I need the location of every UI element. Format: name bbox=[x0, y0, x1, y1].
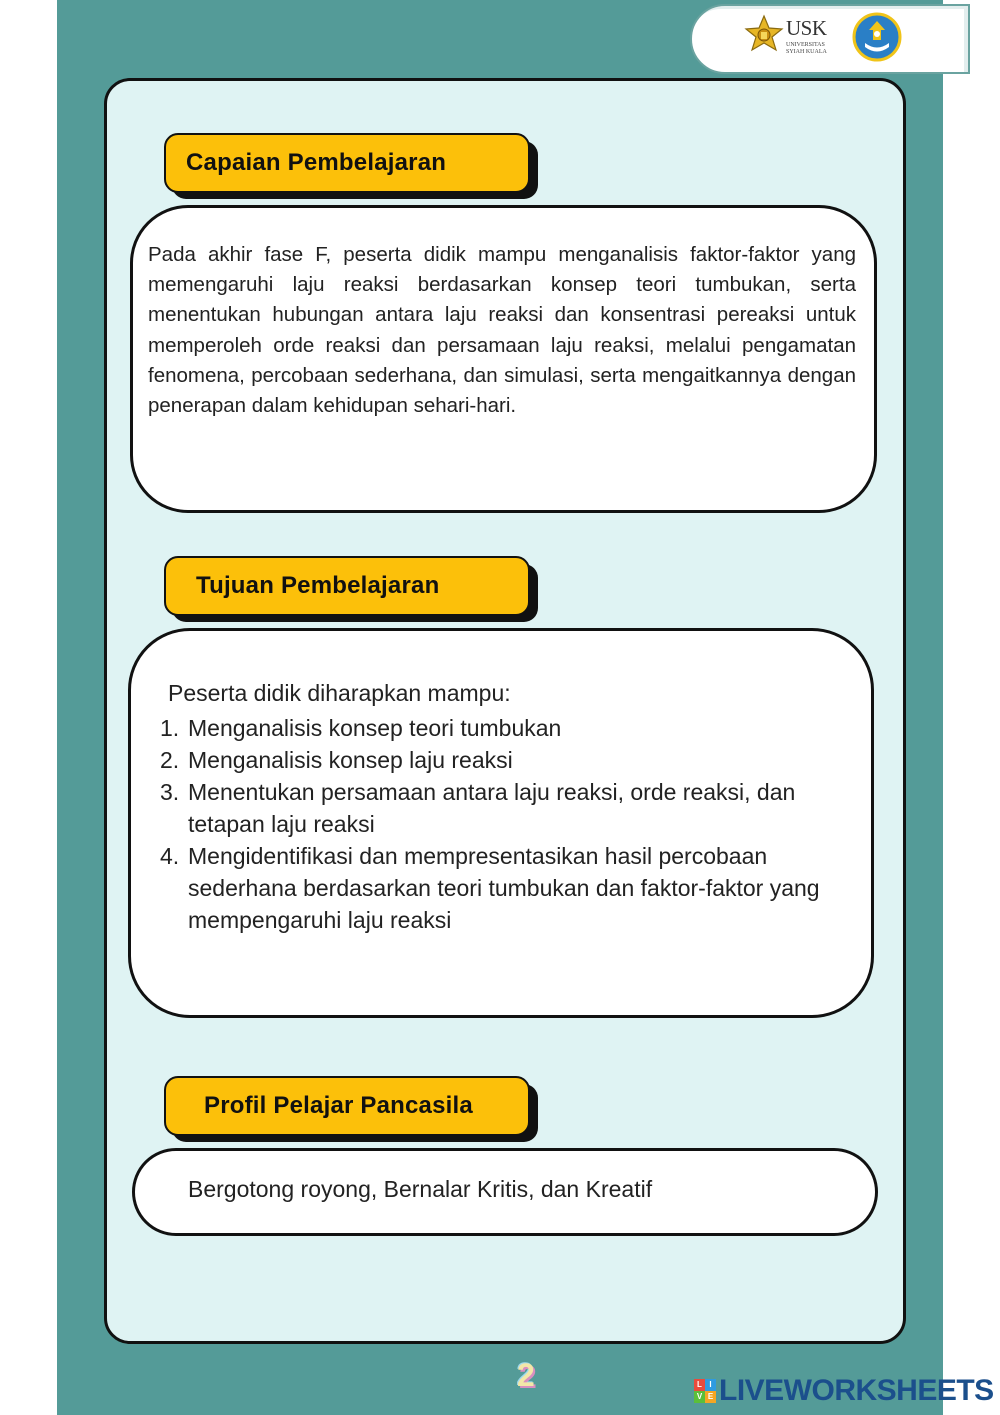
usk-emblem-icon bbox=[744, 14, 784, 56]
list-item bbox=[160, 840, 856, 936]
tujuan-title: Tujuan Pembelajaran bbox=[164, 556, 530, 616]
logo-letter: E bbox=[705, 1391, 716, 1403]
list-item bbox=[160, 776, 828, 840]
logo-letter: L bbox=[694, 1379, 705, 1391]
list-number: 3. bbox=[160, 779, 180, 805]
usk-subtitle: UNIVERSITAS SYIAH KUALA bbox=[786, 42, 827, 55]
logo-letter: V bbox=[694, 1391, 705, 1403]
logo-tab bbox=[690, 4, 970, 74]
list-text: Menganalisis konsep laju reaksi bbox=[188, 747, 513, 773]
list-text: Menganalisis konsep teori tumbukan bbox=[188, 715, 562, 741]
tujuan-list bbox=[160, 712, 860, 936]
usk-name: USK bbox=[786, 16, 827, 40]
list-number: 4. bbox=[160, 843, 180, 869]
capaian-text: Pada akhir fase F, peserta didik mampu menganalisis faktor-faktor yang memengaruhi laju reaksi berdasarkan konsep teori tumbukan, serta menentukan hubungan antara laju reaksi dan konsentrasi pereaksi untuk memperoleh orde reaksi dan persamaan laju reaksi, melalui pengamatan fenomena, percobaan sederhana, dan simulasi, serta mengaitkannya dengan penerapan dalam kehidupan sehari-hari. bbox=[148, 243, 856, 418]
list-text: Mengidentifikasi dan mempresentasikan hasil percobaan sederhana berdasarkan teori tumbukan dan faktor-faktor yang mempengaruhi laju reaksi bbox=[188, 843, 820, 933]
list-number: 1. bbox=[160, 715, 180, 741]
list-item bbox=[160, 744, 860, 776]
kemendikbud-emblem-icon bbox=[852, 12, 902, 62]
profil-text: Bergotong royong, Bernalar Kritis, dan Kreatif bbox=[188, 1176, 653, 1202]
liveworksheets-brand[interactable] bbox=[694, 1374, 994, 1408]
liveworksheets-text: LIVEWORKSHEETS bbox=[719, 1374, 994, 1407]
logo-letter: I bbox=[705, 1379, 716, 1391]
liveworksheets-logo-icon bbox=[694, 1379, 716, 1403]
profil-title: Profil Pelajar Pancasila bbox=[164, 1076, 530, 1136]
page-number: 2 bbox=[517, 1357, 535, 1393]
list-item bbox=[160, 712, 860, 744]
list-number: 2. bbox=[160, 747, 180, 773]
capaian-title: Capaian Pembelajaran bbox=[164, 133, 530, 193]
tujuan-intro: Peserta didik diharapkan mampu: bbox=[168, 680, 511, 706]
list-text: Menentukan persamaan antara laju reaksi, orde reaksi, dan tetapan laju reaksi bbox=[188, 779, 796, 837]
